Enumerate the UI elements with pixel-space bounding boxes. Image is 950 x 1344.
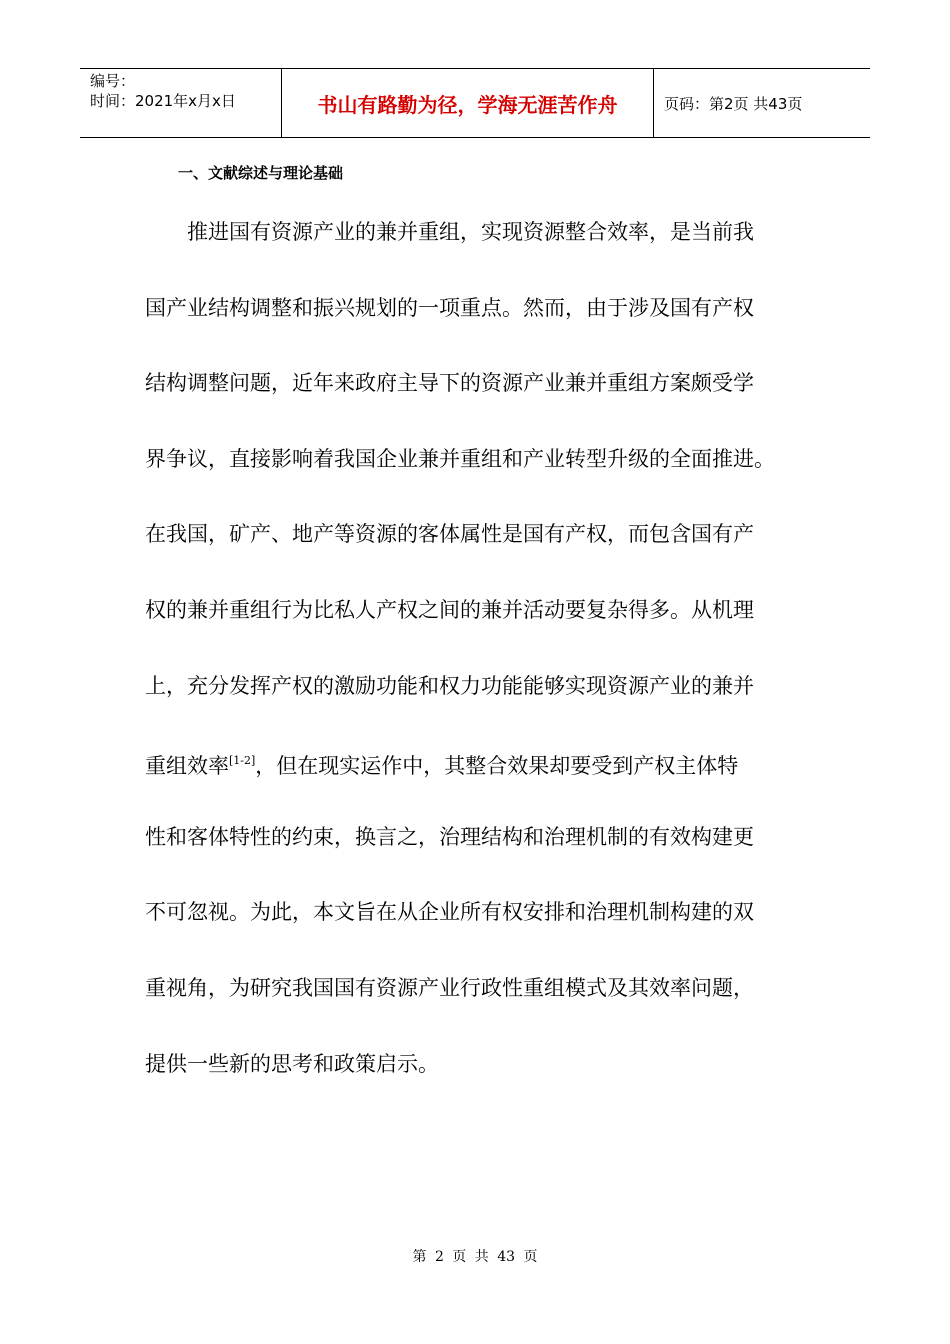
paragraph-line: 上，充分发挥产权的激励功能和权力功能能够实现资源产业的兼并 bbox=[145, 673, 754, 698]
paragraph-line: 国产业结构调整和振兴规划的一项重点。然而，由于涉及国有产权 bbox=[145, 295, 754, 320]
body-paragraph bbox=[145, 204, 805, 1111]
paragraph-line: 结构调整问题，近年来政府主导下的资源产业兼并重组方案颇受学 bbox=[145, 371, 754, 396]
citation-ref: [1-2] bbox=[229, 754, 256, 768]
header-motto: 书山有路勤为径，学海无涯苦作舟 bbox=[282, 69, 654, 137]
line-text: ，但在现实运作中，其整合效果却要受到产权主体特 bbox=[255, 754, 739, 779]
page-header bbox=[80, 68, 870, 138]
header-page-info: 页码：第2页 共43页 bbox=[664, 94, 803, 113]
paragraph-line: 推进国有资源产业的兼并重组，实现资源整合效率，是当前我 bbox=[187, 220, 754, 244]
paragraph-line: 权的兼并重组行为比私人产权之间的兼并活动要复杂得多。从机理 bbox=[145, 597, 754, 622]
paragraph-line: 重视角，为研究我国国有资源产业行政性重组模式及其效率问题， bbox=[145, 975, 754, 1000]
paragraph-line: 界争议，直接影响着我国企业兼并重组和产业转型升级的全面推进。 bbox=[145, 446, 775, 471]
header-left-cell bbox=[80, 69, 282, 137]
paragraph-line: 性和客体特性的约束，换言之，治理结构和治理机制的有效构建更 bbox=[145, 824, 754, 849]
paragraph-line: 提供一些新的思考和政策启示。 bbox=[145, 1051, 439, 1076]
paragraph-line: 在我国，矿产、地产等资源的客体属性是国有产权，而包含国有产 bbox=[145, 522, 754, 547]
paragraph-line: 不可忽视。为此，本文旨在从企业所有权安排和治理机制构建的双 bbox=[145, 900, 754, 925]
time-label: 时间：2021年x月x日 bbox=[90, 92, 236, 110]
paragraph-line-citation bbox=[145, 733, 805, 809]
line-text: 重组效率 bbox=[145, 754, 229, 779]
page-footer: 第 2 页 共 43 页 bbox=[412, 1249, 538, 1265]
section-title: 一、文献综述与理论基础 bbox=[178, 164, 344, 182]
number-label: 编号： bbox=[90, 72, 136, 90]
